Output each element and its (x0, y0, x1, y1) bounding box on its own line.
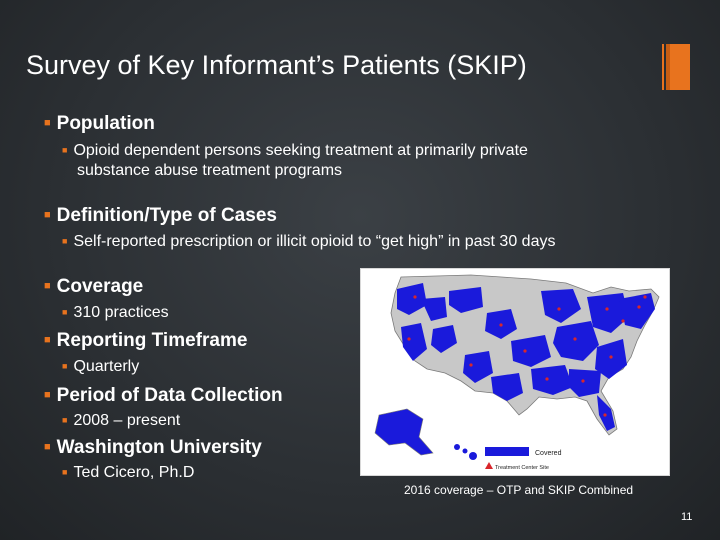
bullet-square-icon: ■ (44, 334, 51, 346)
bullet-definition: ■ Definition/Type of Cases (44, 205, 277, 226)
bullet-square-icon: ■ (44, 441, 51, 453)
legend-covered-label: Covered (535, 450, 562, 457)
sub-bullet-population-2: substance abuse treatment programs (77, 162, 343, 179)
sub-bullet-period-of-collection: ■ 2008 – present (62, 412, 181, 429)
us-coverage-map (360, 268, 670, 476)
hawaii-shape (454, 444, 477, 460)
bullet-square-icon: ■ (62, 361, 68, 371)
bullet-period-of-collection: ■ Period of Data Collection (44, 385, 283, 406)
bullet-square-icon: ■ (44, 280, 51, 292)
bullet-square-icon: ■ (62, 236, 68, 246)
bullet-square-icon: ■ (62, 415, 68, 425)
accent-line (662, 44, 664, 90)
sub-bullet-population-1: ■ Opioid dependent persons seeking treatment at primarily private (62, 142, 528, 159)
bullet-population: ■ Population (44, 113, 155, 134)
bullet-square-icon: ■ (44, 389, 51, 401)
bullet-square-icon: ■ (62, 307, 68, 317)
legend-site-marker-icon (485, 462, 493, 469)
bullet-square-icon: ■ (44, 117, 51, 129)
map-caption: 2016 coverage – OTP and SKIP Combined (404, 483, 634, 497)
us-map-graphic (361, 269, 669, 475)
page-number: 11 (681, 511, 693, 523)
sub-bullet-definition: ■ Self-reported prescription or illicit opioid to “get high” in past 30 days (62, 233, 556, 250)
bullet-reporting-timeframe: ■ Reporting Timeframe (44, 330, 248, 351)
alaska-shape (375, 409, 433, 455)
bullet-coverage: ■ Coverage (44, 276, 144, 297)
sub-bullet-washington-university: ■ Ted Cicero, Ph.D (62, 464, 195, 481)
slide-title: Survey of Key Informant’s Patients (SKIP) (26, 50, 527, 80)
legend-covered-swatch (485, 447, 529, 456)
bullet-square-icon: ■ (44, 209, 51, 221)
bullet-square-icon: ■ (62, 467, 68, 477)
legend-site-label: Treatment Center Site (495, 465, 549, 471)
bullet-washington-university: ■ Washington University (44, 437, 262, 458)
sub-bullet-reporting-timeframe: ■ Quarterly (62, 358, 140, 375)
accent-bar (666, 44, 690, 90)
sub-bullet-coverage: ■ 310 practices (62, 304, 169, 321)
bullet-square-icon: ■ (62, 145, 68, 155)
